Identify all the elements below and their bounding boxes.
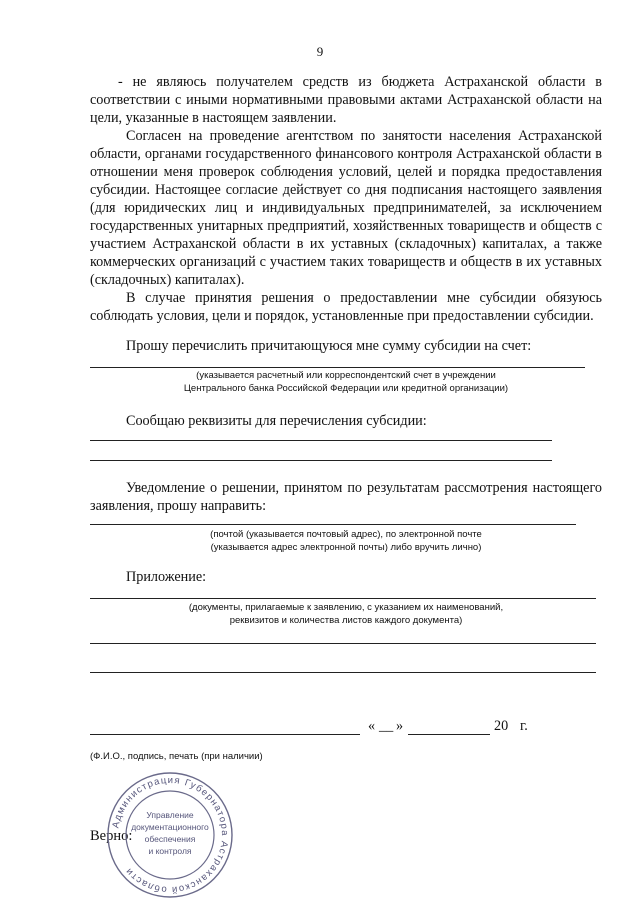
stamp-line-3: обеспечения bbox=[144, 834, 196, 844]
paragraph-consent: Согласен на проведение агентством по занятости населения Астраханской области, органами государственного финансового контроля Астраханской области в отношении меня проверок соблюдения условий, целей и порядка предоставления субсидии. Настоящее согласие действует со дня подписания настоящего заявления (для юридических лиц и индивидуальных предпринимателей, за исключением государственных унитарных предприятий, хозяйственных товариществ и обществ с участием Астраханской области в их уставных (складочных) капиталах, а также коммерческих организаций с участием таких товариществ и обществ в их уставных (складочных) капиталах). bbox=[90, 128, 602, 288]
attachment-line-3 bbox=[90, 672, 596, 673]
page-number: 9 bbox=[316, 44, 324, 59]
date-year: 20 bbox=[494, 718, 509, 734]
signature-hint: (Ф.И.О., подпись, печать (при наличии) bbox=[90, 751, 263, 762]
notify-hint-2: (указывается адрес электронной почты) либо вручить лично) bbox=[210, 542, 482, 553]
paragraph-not-recipient: - не являюсь получателем средств из бюджета Астраханской области в соответствии с иными нормативными правовыми актами Астраханской области на цели, указанные в настоящем заявлении. bbox=[90, 74, 602, 126]
paragraph-notification: Уведомление о решении, принятом по результатам рассмотрения настоящего заявления, прошу направить: bbox=[90, 480, 602, 514]
account-hint-1: (указывается расчетный или корреспондентский счет в учреждении bbox=[196, 370, 496, 381]
date-close-quote: » bbox=[396, 718, 404, 734]
date-signature-row bbox=[90, 718, 610, 738]
date-day-blank: __ bbox=[379, 718, 394, 734]
verno-label: Верно: bbox=[90, 828, 133, 844]
requisites-line-2 bbox=[90, 460, 552, 461]
account-line bbox=[90, 367, 585, 368]
requisites-line-1 bbox=[90, 440, 552, 441]
stamp-line-2: документационного bbox=[131, 822, 209, 832]
notify-line bbox=[90, 524, 576, 525]
attachment-hint-1: (документы, прилагаемые к заявлению, с указанием их наименований, bbox=[188, 602, 504, 613]
date-year-suffix: г. bbox=[520, 718, 528, 734]
paragraph-requisites: Сообщаю реквизиты для перечисления субсидии: bbox=[126, 413, 427, 429]
attachment-line-2 bbox=[90, 643, 596, 644]
official-stamp bbox=[105, 770, 235, 900]
paragraph-attachment: Приложение: bbox=[126, 569, 207, 585]
attachment-hint-2: реквизитов и количества листов каждого документа) bbox=[229, 615, 463, 626]
notify-hint-1: (почтой (указывается почтовый адрес), по электронной почте bbox=[210, 529, 482, 540]
stamp-seal-icon bbox=[105, 770, 235, 900]
paragraph-transfer-request: Прошу перечислить причитающуюся мне сумму субсидии на счет: bbox=[126, 338, 532, 354]
signature-line bbox=[90, 734, 360, 735]
date-month-line bbox=[408, 734, 490, 735]
attachment-line-1 bbox=[90, 598, 596, 599]
account-hint-2: Центрального банка Российской Федерации или кредитной организации) bbox=[183, 383, 509, 394]
stamp-outer-text: Администрация Губернатора Астраханской области bbox=[110, 774, 231, 896]
stamp-line-4: и контроля bbox=[148, 846, 192, 856]
date-open-quote: « bbox=[368, 718, 376, 734]
paragraph-obligation: В случае принятия решения о предоставлении мне субсидии обязуюсь соблюдать условия, цели и порядок, установленные при предоставлении субсидии. bbox=[90, 290, 602, 324]
stamp-line-1: Управление bbox=[146, 810, 194, 820]
